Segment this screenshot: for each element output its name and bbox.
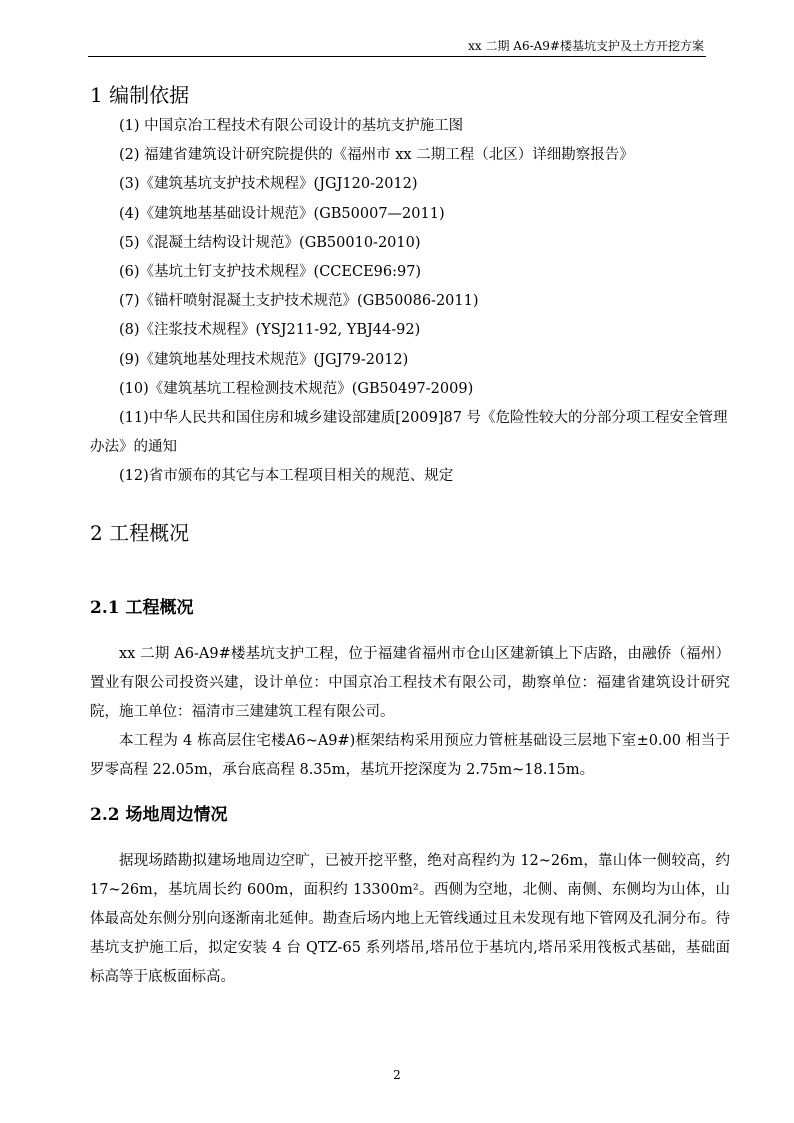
running-header: xx 二期 A6-A9#楼基坑支护及土方开挖方案 [468, 39, 704, 53]
reference-item: (8)《注浆技术规程》(YSJ211-92, YBJ44-92) [119, 322, 421, 339]
paragraph: xx 二期 A6-A9#楼基坑支护工程，位于福建省福州市仓山区建新镇上下店路，由融侨（福州）置业有限公司投资兴建，设计单位：中国京冶工程技术有限公司，勘察单位：福建省建筑设计研究院，施工单位：福清市三建建筑工程有限公司。 [90, 645, 730, 720]
page-number: 2 [393, 1068, 401, 1082]
reference-item: (9)《建筑地基处理技术规范》(JGJ79-2012) [119, 351, 409, 368]
subsection-2-2-heading: 2.2 场地周边情况 [90, 804, 228, 825]
document-body [90, 80, 730, 992]
subsection-2-1-heading: 2.1 工程概况 [90, 597, 194, 618]
paragraph: 本工程为 4 栋高层住宅楼A6~A9#)框架结构采用预应力管桩基础设三层地下室±0.00 相当于罗零高程 22.05m，承台底高程 8.35m，基坑开挖深度为 2.75m~18.15m。 [90, 732, 730, 778]
subsection-2-1-body [90, 640, 730, 785]
reference-item: (6)《基坑土钉支护技术规程》(CCECE96:97) [119, 264, 422, 281]
section-2-heading: 2 工程概况 [90, 520, 190, 545]
reference-item: (10)《建筑基坑工程检测技术规范》(GB50497-2009) [119, 380, 474, 397]
reference-item: (11)中华人民共和国住房和城乡建设部建质[2009]87 号《危险性较大的分部分项工程安全管理办法》的通知 [90, 410, 728, 456]
reference-list [90, 112, 730, 492]
reference-item: (2) 福建省建筑设计研究院提供的《福州市 xx 二期工程（北区）详细勘察报告》 [119, 147, 634, 164]
reference-item: (4)《建筑地基基础设计规范》(GB50007—2011) [119, 205, 445, 222]
reference-item: (7)《锚杆喷射混凝土支护技术规范》(GB50086-2011) [119, 293, 479, 310]
section-1-heading: 1 编制依据 [90, 83, 190, 107]
header-divider [88, 56, 706, 57]
paragraph: 据现场踏勘拟建场地周边空旷，已被开挖平整，绝对高程约为 12~26m，靠山体一侧较高，约 17~26m，基坑周长约 600m，面积约 13300m²。西侧为空地，北侧、南侧、东侧均为山体，山体最高处东侧分别向逐渐南北延伸。勘查后场内地上无管线通过且未发现有地下管网及孔洞分布。待基坑支护施工后，拟定安装 4 台 QTZ-65 系列塔吊,塔吊位于基坑内,塔吊采用筏板式基础，基础面标高等于底板面标高。 [90, 852, 730, 985]
reference-item: (1) 中国京冶工程技术有限公司设计的基坑支护施工图 [119, 118, 464, 134]
subsection-2-2-body [90, 847, 730, 992]
reference-item: (5)《混凝土结构设计规范》(GB50010-2010) [119, 234, 421, 251]
reference-item: (3)《建筑基坑支护技术规程》(JGJ120-2012) [119, 176, 418, 193]
reference-item: (12)省市颁布的其它与本工程项目相关的规范、规定 [119, 468, 454, 485]
